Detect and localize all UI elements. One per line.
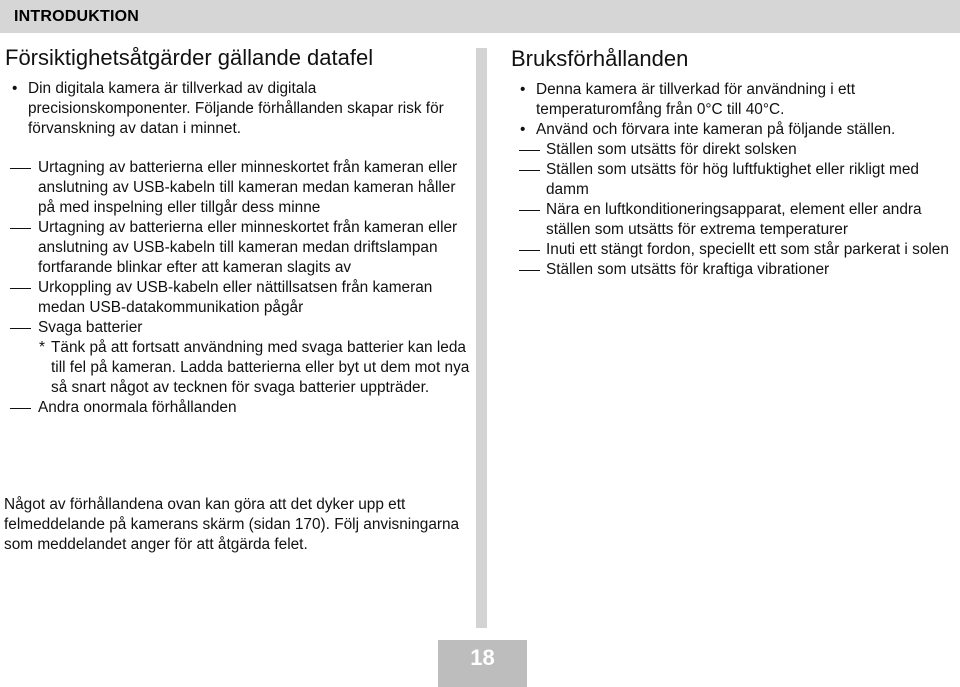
intro-bullet <box>0 79 470 139</box>
condition-text: Andra onormala förhållanden <box>38 399 237 416</box>
dash-marker <box>10 328 31 329</box>
usage-conditions-column <box>508 80 960 280</box>
page-number: 18 <box>470 645 495 670</box>
page-number-box <box>438 640 527 687</box>
location-text: Ställen som utsätts för hög luftfuktighet eller rikligt med damm <box>546 161 919 198</box>
dash-marker <box>10 168 31 169</box>
location-item <box>508 160 960 200</box>
usage-bullet <box>508 120 960 140</box>
column-divider <box>476 48 487 628</box>
bullet-marker: • <box>12 80 18 97</box>
condition-text: Urkoppling av USB-kabeln eller nättillsatsen från kameran medan USB-datakommunikation pågår <box>38 279 433 316</box>
dash-marker <box>10 288 31 289</box>
condition-item <box>0 278 470 318</box>
condition-text: Svaga batterier <box>38 319 143 336</box>
condition-item <box>0 158 470 218</box>
location-text: Inuti ett stängt fordon, speciellt ett som står parkerat i solen <box>546 241 949 258</box>
location-text: Ställen som utsätts för direkt solsken <box>546 141 797 158</box>
bullet-marker: • <box>520 121 526 138</box>
section-label: INTRODUKTION <box>14 8 140 25</box>
usage-bullet <box>508 80 960 120</box>
location-text: Nära en luftkonditioneringsapparat, element eller andra ställen som utsätts för extrema temperaturer <box>546 201 922 238</box>
location-item <box>508 240 960 260</box>
data-error-title: Försiktighetsåtgärder gällande datafel <box>5 45 374 70</box>
dash-marker <box>519 170 540 171</box>
location-item <box>508 200 960 240</box>
error-message-paragraph: Något av förhållandena ovan kan göra att det dyker upp ett felmeddelande på kamerans skärm (sidan 170). Följ anvisningarna som meddelandet anger för att åtgärda felet. <box>4 496 460 553</box>
condition-item <box>0 318 470 338</box>
data-error-column <box>0 79 470 418</box>
dash-marker <box>519 210 540 211</box>
section-header-bar <box>0 0 960 33</box>
condition-item <box>0 218 470 278</box>
usage-conditions-title: Bruksförhållanden <box>511 46 689 71</box>
dash-marker <box>10 408 31 409</box>
location-item <box>508 140 960 160</box>
dash-marker <box>10 228 31 229</box>
battery-note <box>0 338 470 398</box>
bullet-text: Använd och förvara inte kameran på följande ställen. <box>536 121 896 138</box>
dash-marker <box>519 270 540 271</box>
intro-text: Din digitala kamera är tillverkad av digitala precisionskomponenter. Följande förhållanden skapar risk för förvanskning av datan i minnet. <box>28 80 444 137</box>
asterisk-marker: * <box>39 339 45 356</box>
condition-text: Urtagning av batterierna eller minneskortet från kameran eller anslutning av USB-kabeln till kameran medan kameran håller på med inspelning eller tillgår dess minne <box>38 159 458 216</box>
location-item <box>508 260 960 280</box>
note-text: Tänk på att fortsatt användning med svaga batterier kan leda till fel på kameran. Ladda batterierna eller byt ut dem mot nya så snart något av tecknen för svaga batterier uppträder. <box>51 339 470 396</box>
condition-item <box>0 398 470 418</box>
location-text: Ställen som utsätts för kraftiga vibrationer <box>546 261 830 278</box>
bullet-text: Denna kamera är tillverkad för användning i ett temperaturomfång från 0°C till 40°C. <box>536 81 856 118</box>
dash-marker <box>519 150 540 151</box>
bullet-marker: • <box>520 81 526 98</box>
condition-text: Urtagning av batterierna eller minneskortet från kameran eller anslutning av USB-kabeln till kameran medan driftslampan fortfarande blinkar efter att kameran slagits av <box>38 219 458 276</box>
dash-marker <box>519 250 540 251</box>
